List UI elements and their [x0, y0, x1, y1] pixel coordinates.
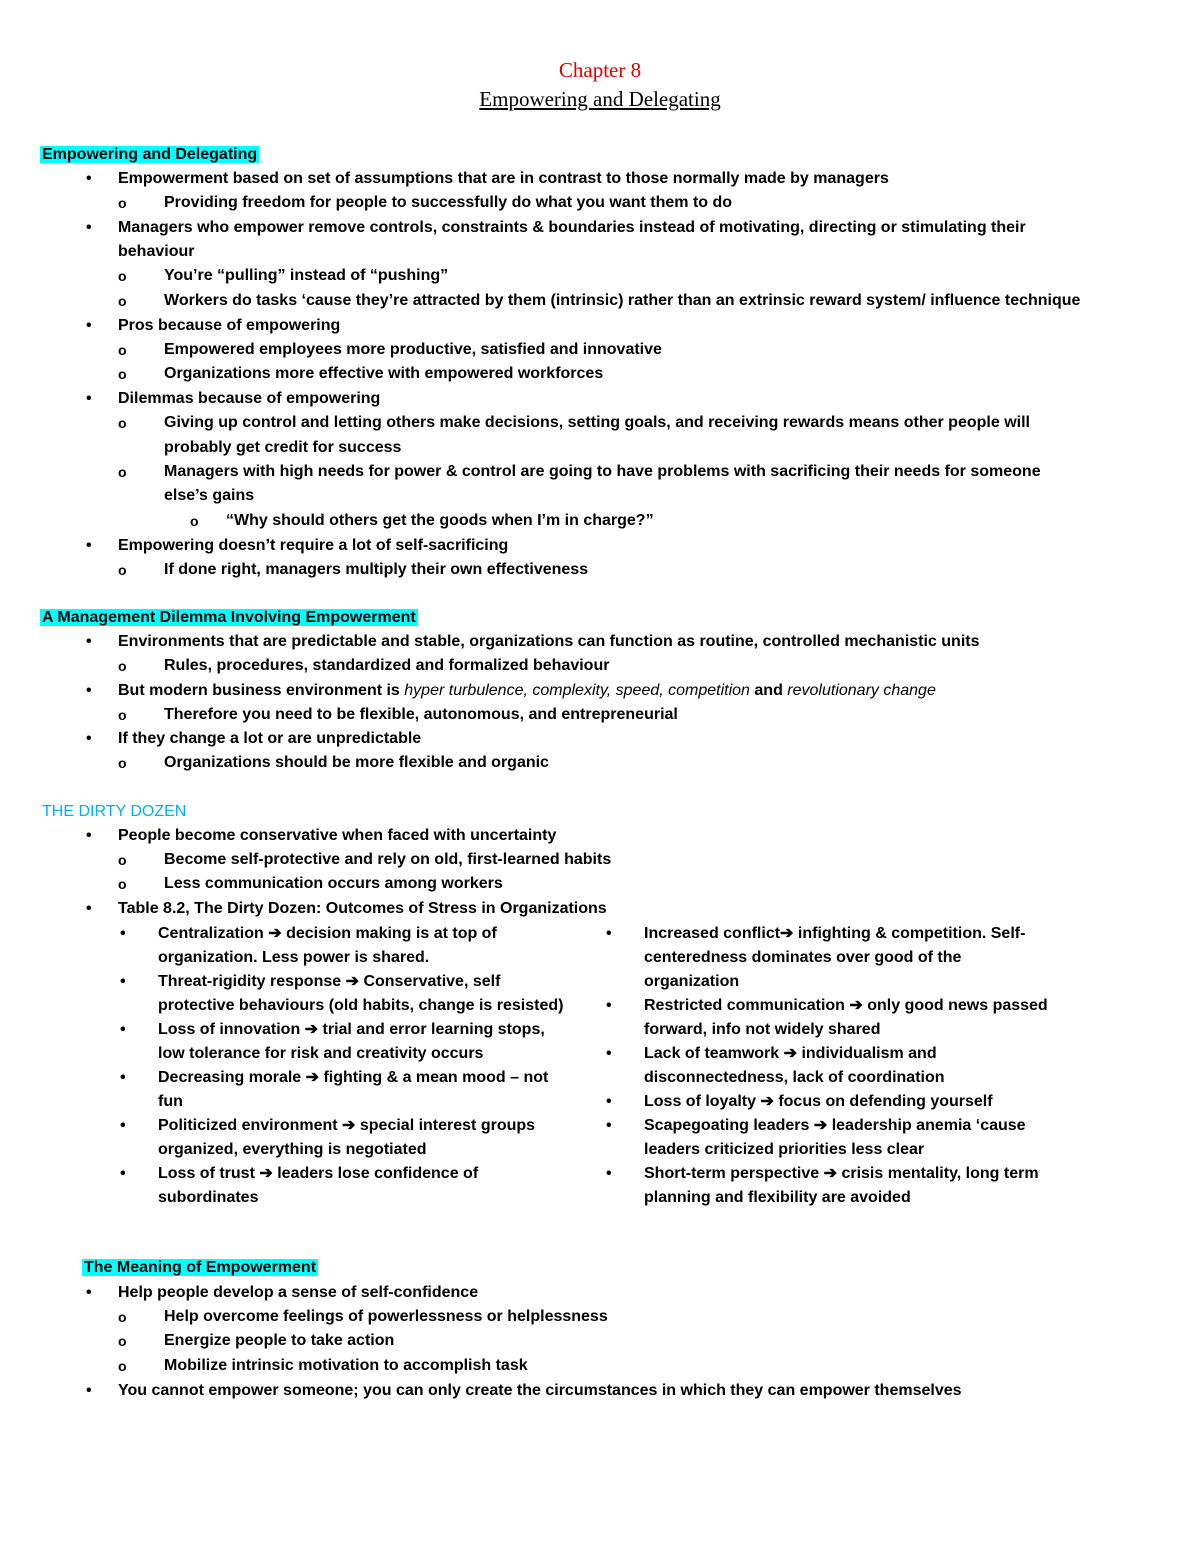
bullet-icon: •	[86, 1382, 92, 1399]
list-item: Organizations should be more flexible and organic	[164, 754, 549, 771]
item-label: Centralization	[158, 925, 269, 942]
arrow-right-icon: ➔	[342, 1117, 356, 1134]
sub-bullet-icon: o	[118, 195, 127, 211]
bullet-icon: •	[120, 1069, 126, 1086]
list-item: “Why should others get the goods when I’m in charge?”	[226, 512, 654, 529]
item-text: special interest groups	[355, 1117, 536, 1134]
bullet-icon: •	[606, 925, 612, 942]
section-heading-dirty-dozen: THE DIRTY DOZEN	[42, 803, 187, 820]
list-item: Organizations more effective with empowered workforces	[164, 365, 604, 382]
list-item: Giving up control and letting others make decisions, setting goals, and receiving rewards means other people will	[164, 414, 1030, 431]
item-label: Loss of loyalty	[644, 1093, 761, 1110]
list-item: But modern business environment is hyper turbulence, complexity, speed, competition and revolutionary change	[118, 682, 936, 699]
bullet-icon: •	[86, 537, 92, 554]
list-item: Mobilize intrinsic motivation to accomplish task	[164, 1357, 528, 1374]
item-text: leaders lose confidence of	[272, 1165, 479, 1182]
item-text: infighting & competition. Self-	[793, 925, 1026, 942]
sub-bullet-icon: o	[118, 755, 127, 771]
bullet-icon: •	[86, 170, 92, 187]
list-item: Help people develop a sense of self-confidence	[118, 1284, 479, 1301]
dirty-dozen-item-right-4	[644, 1090, 993, 1114]
dirty-dozen-item-left-3	[158, 1018, 545, 1042]
arrow-right-icon: ➔	[813, 1117, 828, 1134]
dirty-dozen-item-left-1	[158, 922, 497, 946]
chapter-subtitle: Empowering and Delegating	[479, 87, 721, 111]
bullet-icon: •	[86, 827, 92, 844]
list-item: Table 8.2, The Dirty Dozen: Outcomes of Stress in Organizations	[118, 900, 607, 917]
sub-bullet-icon: o	[118, 876, 127, 892]
list-item: Empowerment based on set of assumptions that are in contrast to those normally made by managers	[118, 170, 889, 187]
item-label: Increased conflict	[644, 925, 781, 942]
item-text-continued: organized, everything is negotiated	[158, 1141, 427, 1158]
bullet-icon: •	[120, 973, 126, 990]
bullet-icon: •	[606, 997, 612, 1014]
item-text: trial and error learning stops,	[318, 1021, 545, 1038]
item-text: individualism and	[797, 1045, 937, 1062]
bullet-icon: •	[86, 900, 92, 917]
list-item: Less communication occurs among workers	[164, 875, 503, 892]
arrow-right-icon: ➔	[780, 925, 794, 942]
arrow-right-icon: ➔	[783, 1045, 798, 1062]
sub-bullet-icon: o	[118, 1333, 127, 1349]
sub-bullet-icon: o	[190, 513, 199, 529]
item-text-continued: fun	[158, 1093, 183, 1110]
item-text: leadership anemia ‘cause	[827, 1117, 1026, 1134]
list-item: Workers do tasks ‘cause they’re attracted by them (intrinsic) rather than an extrinsic reward system/ influence technique	[164, 292, 1081, 309]
bullet-icon: •	[86, 390, 92, 407]
list-item: Become self-protective and rely on old, first-learned habits	[164, 851, 612, 868]
sub-bullet-icon: o	[118, 464, 127, 480]
arrow-right-icon: ➔	[259, 1165, 273, 1182]
list-item: Pros because of empowering	[118, 317, 341, 334]
bullet-icon: •	[606, 1093, 612, 1110]
list-item: You’re “pulling” instead of “pushing”	[164, 267, 449, 284]
item-text-continued: subordinates	[158, 1189, 259, 1206]
list-item: If done right, managers multiply their own effectiveness	[164, 561, 589, 578]
section-heading-empowering: Empowering and Delegating	[42, 146, 258, 163]
item-text-continued: organization	[644, 973, 740, 990]
dirty-dozen-item-left-2	[158, 970, 500, 994]
list-item: probably get credit for success	[164, 439, 402, 456]
chapter-title: Chapter 8	[558, 58, 642, 82]
item-label: Loss of trust	[158, 1165, 260, 1182]
sub-bullet-icon: o	[118, 415, 127, 431]
item-label: Lack of teamwork	[644, 1045, 784, 1062]
arrow-right-icon: ➔	[305, 1069, 320, 1086]
list-item: Environments that are predictable and stable, organizations can function as routine, controlled mechanistic units	[118, 633, 980, 650]
sub-bullet-icon: o	[118, 366, 127, 382]
item-text-continued: organization. Less power is shared.	[158, 949, 430, 966]
arrow-right-icon: ➔	[345, 973, 359, 990]
sub-bullet-icon: o	[118, 293, 127, 309]
sub-bullet-icon: o	[118, 562, 127, 578]
item-label: Threat-rigidity response	[158, 973, 346, 990]
sub-bullet-icon: o	[118, 707, 127, 723]
item-text: Conservative, self	[359, 973, 501, 990]
list-item: If they change a lot or are unpredictable	[118, 730, 422, 747]
section-heading-meaning: The Meaning of Empowerment	[84, 1259, 317, 1276]
dirty-dozen-item-right-6	[644, 1162, 1039, 1186]
dirty-dozen-item-left-4	[158, 1066, 548, 1090]
list-item: Managers with high needs for power & control are going to have problems with sacrificing their needs for someone	[164, 463, 1041, 480]
bullet-icon: •	[606, 1117, 612, 1134]
bullet-icon: •	[120, 1117, 126, 1134]
item-label: Decreasing morale	[158, 1069, 306, 1086]
list-item: You cannot empower someone; you can only create the circumstances in which they can empower themselves	[118, 1382, 962, 1399]
item-label: Restricted communication	[644, 997, 850, 1014]
sub-bullet-icon: o	[118, 1358, 127, 1374]
bullet-icon: •	[86, 730, 92, 747]
list-item: Providing freedom for people to successfully do what you want them to do	[164, 194, 733, 211]
item-label: Short-term perspective	[644, 1165, 824, 1182]
arrow-right-icon: ➔	[823, 1165, 838, 1182]
item-text: crisis mentality, long term	[837, 1165, 1039, 1182]
item-text: decision making is at top of	[281, 925, 497, 942]
list-item: Help overcome feelings of powerlessness or helplessness	[164, 1308, 608, 1325]
item-label: Loss of innovation	[158, 1021, 305, 1038]
item-text-continued: centeredness dominates over good of the	[644, 949, 962, 966]
item-text-continued: low tolerance for risk and creativity occurs	[158, 1045, 484, 1062]
sub-bullet-icon: o	[118, 342, 127, 358]
item-text-continued: forward, info not widely shared	[644, 1021, 881, 1038]
list-item: Managers who empower remove controls, constraints & boundaries instead of motivating, directing or stimulating their	[118, 219, 1026, 236]
list-item: Therefore you need to be flexible, autonomous, and entrepreneurial	[164, 706, 678, 723]
dirty-dozen-item-left-5	[158, 1114, 535, 1138]
bullet-icon: •	[86, 1284, 92, 1301]
dirty-dozen-item-right-3	[644, 1042, 937, 1066]
list-item: Rules, procedures, standardized and formalized behaviour	[164, 657, 610, 674]
bullet-icon: •	[86, 682, 92, 699]
item-text: fighting & a mean mood – not	[319, 1069, 549, 1086]
bullet-icon: •	[120, 1165, 126, 1182]
bullet-icon: •	[606, 1045, 612, 1062]
list-item: Empowered employees more productive, satisfied and innovative	[164, 341, 662, 358]
bullet-icon: •	[606, 1165, 612, 1182]
bullet-icon: •	[120, 925, 126, 942]
list-item: behaviour	[118, 243, 195, 260]
item-text-continued: protective behaviours (old habits, change is resisted)	[158, 997, 564, 1014]
list-item: Energize people to take action	[164, 1332, 395, 1349]
item-text: focus on defending yourself	[773, 1093, 993, 1110]
item-text-continued: leaders criticized priorities less clear	[644, 1141, 925, 1158]
item-label: Scapegoating leaders	[644, 1117, 814, 1134]
dirty-dozen-item-right-2	[644, 994, 1048, 1018]
list-item: Empowering doesn’t require a lot of self-sacrificing	[118, 537, 509, 554]
list-item: People become conservative when faced with uncertainty	[118, 827, 557, 844]
dirty-dozen-item-right-1	[644, 922, 1025, 946]
item-text-continued: disconnectedness, lack of coordination	[644, 1069, 945, 1086]
sub-bullet-icon: o	[118, 1309, 127, 1325]
arrow-right-icon: ➔	[268, 925, 282, 942]
sub-bullet-icon: o	[118, 852, 127, 868]
dirty-dozen-item-left-6	[158, 1162, 478, 1186]
item-text-continued: planning and flexibility are avoided	[644, 1189, 911, 1206]
sub-bullet-icon: o	[118, 658, 127, 674]
arrow-right-icon: ➔	[760, 1093, 774, 1110]
bullet-icon: •	[86, 219, 92, 236]
section-heading-dilemma: A Management Dilemma Involving Empowerment	[42, 609, 416, 626]
item-text: only good news passed	[862, 997, 1048, 1014]
list-item: else’s gains	[164, 487, 255, 504]
bullet-icon: •	[86, 317, 92, 334]
bullet-icon: •	[120, 1021, 126, 1038]
dirty-dozen-item-right-5	[644, 1114, 1026, 1138]
arrow-right-icon: ➔	[304, 1021, 319, 1038]
list-item: Dilemmas because of empowering	[118, 390, 381, 407]
sub-bullet-icon: o	[118, 268, 127, 284]
bullet-icon: •	[86, 633, 92, 650]
arrow-right-icon: ➔	[849, 997, 863, 1014]
item-label: Politicized environment	[158, 1117, 343, 1134]
